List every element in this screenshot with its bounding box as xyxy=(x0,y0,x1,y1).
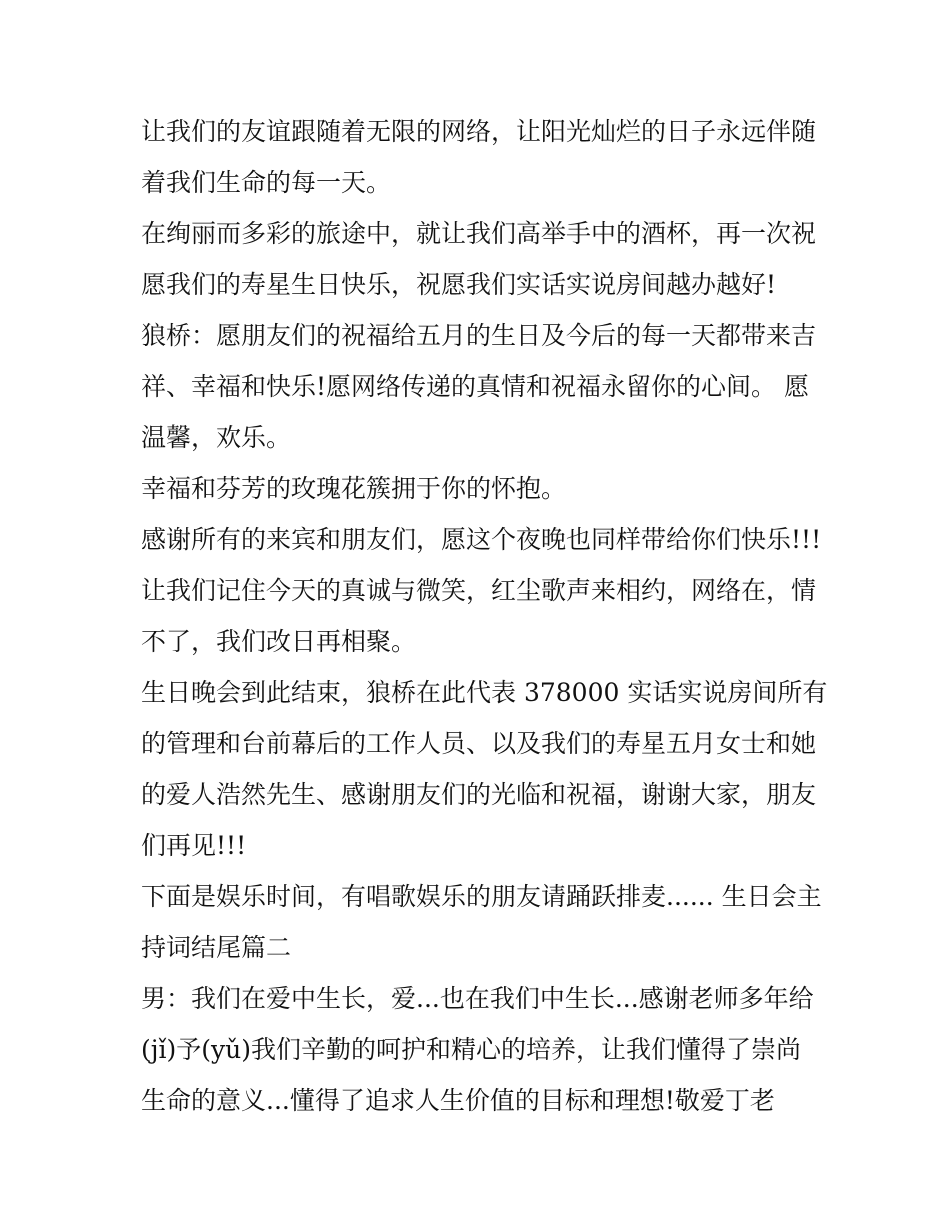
body-text xyxy=(141,106,828,1126)
text-line: (jǐ)予(yǔ)我们辛勤的呵护和精心的培养，让我们懂得了崇尚 xyxy=(141,1035,801,1064)
text-line: 的爱人浩然先生、感谢朋友们的光临和祝福，谢谢大家，朋友 xyxy=(141,780,817,809)
text-line: 生日晚会到此结束，狼桥在此代表 378000 实话实说房间所有 xyxy=(141,678,828,707)
text-line: 男：我们在爱中生长，爱...也在我们中生长...感谢老师多年给 xyxy=(141,984,814,1013)
text-line: 不了，我们改日再相聚。 xyxy=(141,627,417,656)
text-line: 着我们生命的每一天。 xyxy=(141,168,392,197)
text-line: 持词结尾篇二 xyxy=(141,933,292,962)
text-line: 愿我们的寿星生日快乐，祝愿我们实话实说房间越办越好! xyxy=(141,270,777,299)
text-line: 狼桥：愿朋友们的祝福给五月的生日及今后的每一天都带来吉 xyxy=(141,321,817,350)
text-line: 祥、幸福和快乐!愿网络传递的真情和祝福永留你的心间。 愿 xyxy=(141,372,809,401)
text-line: 的管理和台前幕后的工作人员、以及我们的寿星五月女士和她 xyxy=(141,729,817,758)
text-line: 下面是娱乐时间，有唱歌娱乐的朋友请踊跃排麦...... 生日会主 xyxy=(141,882,822,911)
text-line: 感谢所有的来宾和朋友们，愿这个夜晚也同样带给你们快乐!!! xyxy=(141,525,822,554)
text-line: 让我们的友谊跟随着无限的网络，让阳光灿烂的日子永远伴随 xyxy=(141,117,817,146)
text-line: 生命的意义...懂得了追求人生价值的目标和理想!敬爱丁老 xyxy=(141,1086,775,1115)
text-line: 在绚丽而多彩的旅途中，就让我们高举手中的酒杯，再一次祝 xyxy=(141,219,817,248)
text-line: 温馨，欢乐。 xyxy=(141,423,292,452)
text-line: 幸福和芬芳的玫瑰花簇拥于你的怀抱。 xyxy=(141,474,567,503)
text-line: 让我们记住今天的真诚与微笑，红尘歌声来相约，网络在，情 xyxy=(141,576,817,605)
text-line: 们再见!!! xyxy=(141,831,247,860)
